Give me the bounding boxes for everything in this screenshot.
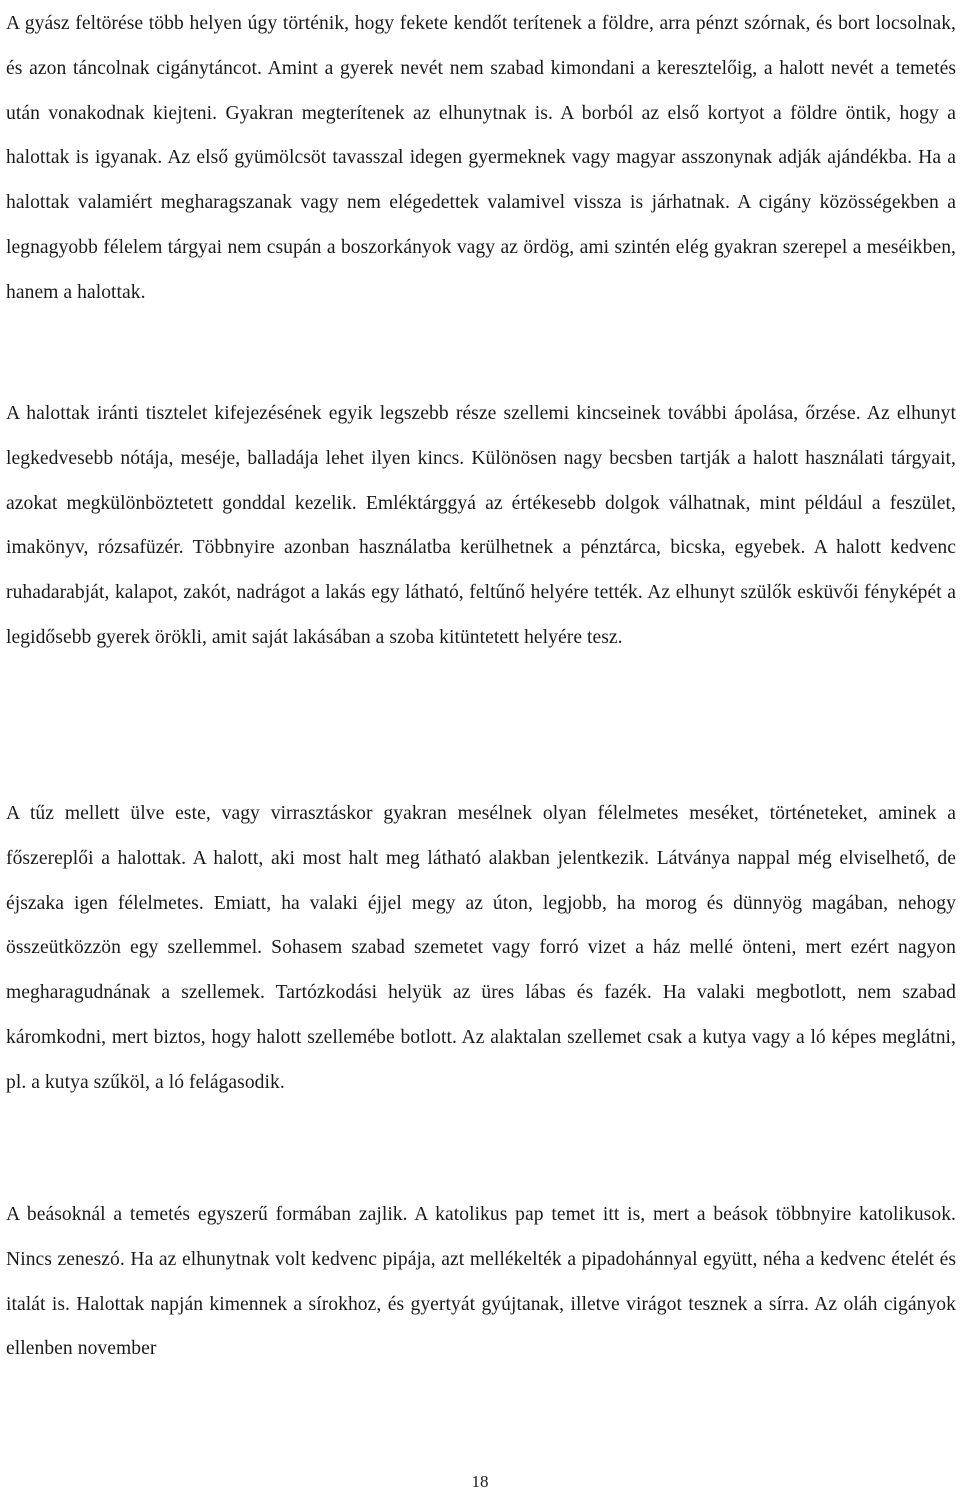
page-number: 18 bbox=[471, 1472, 489, 1491]
paragraph-mourning-customs: A gyász feltörése több helyen úgy történik, hogy fekete kendőt terítenek a földre, arra pénzt szórnak, és bort locsolnak, és azon táncolnak cigánytáncot. Amint a gyerek nevét nem szabad kimondani a keresztelőig, a halott nevét a temetés után vonakodnak kiejteni. Gyakran megterítenek az elhunytnak is. A borból az első kortyot a földre öntik, hogy a halottak is igyanak. Az első gyümölcsöt tavasszal idegen gyermeknek vagy magyar asszonynak adják ajándékba. Ha a halottak valamiért megharagszanak vagy nem elégedettek valamivel vissza is járhatnak. A cigány közösségekben a legnagyobb félelem tárgyai nem csupán a boszorkányok vagy az ördög, ami szintén elég gyakran szerepel a meséikben, hanem a halottak. bbox=[6, 13, 956, 303]
paragraph-ghost-stories: A tűz mellett ülve este, vagy virrasztáskor gyakran mesélnek olyan félelmetes meséket, történeteket, aminek a főszereplői a halottak. A halott, aki most halt meg látható alakban jelentkezik. Látványa nappal még elviselhető, de éjszaka igen félelmetes. Emiatt, ha valaki éjjel megy az úton, legjobb, ha morog és dünnyög magában, nehogy összeütközzön egy szellemmel. Sohasem szabad szemetet vagy forró vizet a ház mellé önteni, mert ezért nagyon megharagudnának a szellemek. Tartózkodási helyük az üres lábas és fazék. Ha valaki megbotlott, nem szabad káromkodni, mert biztos, hogy halott szellemébe botlott. Az alaktalan szellemet csak a kutya vagy a ló képes meglátni, pl. a kutya szűköl, a ló felágasodik. bbox=[6, 803, 956, 1093]
paragraph-beas-funeral: A beásoknál a temetés egyszerű formában zajlik. A katolikus pap temet itt is, mert a beások többnyire katolikusok. Nincs zeneszó. Ha az elhunytnak volt kedvenc pipája, azt mellékelték a pipadohánnyal együtt, néha a kedvenc ételét és italát is. Halottak napján kimennek a sírokhoz, és gyertyát gyújtanak, illetve virágot tesznek a sírra. Az oláh cigányok ellenben november bbox=[6, 1204, 956, 1360]
paragraph-memorial-objects: A halottak iránti tisztelet kifejezésének egyik legszebb része szellemi kincseinek további ápolása, őrzése. Az elhunyt legkedvesebb nótája, meséje, balladája lehet ilyen kincs. Különösen nagy becsben tartják a halott használati tárgyait, azokat megkülönböztetett gonddal kezelik. Emléktárggyá az értékesebb dolgok válhatnak, mint például a feszület, imakönyv, rózsafüzér. Többnyire azonban használatba kerülhetnek a pénztárca, bicska, egyebek. A halott kedvenc ruhadarabját, kalapot, zakót, nadrágot a lakás egy látható, feltűnő helyére tették. Az elhunyt szülők esküvői fényképét a legidősebb gyerek örökli, amit saját lakásában a szoba kitüntetett helyére tesz. bbox=[6, 403, 956, 648]
